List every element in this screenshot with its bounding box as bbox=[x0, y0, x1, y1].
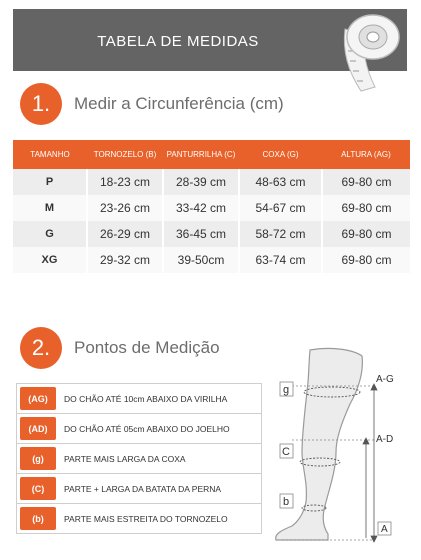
column-header: PANTURRILHA (C) bbox=[163, 140, 239, 169]
leg-measurement-diagram bbox=[262, 342, 412, 547]
column-header: ALTURA (AG) bbox=[322, 140, 410, 169]
header-banner bbox=[13, 9, 407, 71]
table-row bbox=[13, 221, 410, 247]
table-cell: 69-80 cm bbox=[322, 169, 410, 195]
point-description: DO CHÃO ATÉ 05cm ABAIXO DO JOELHO bbox=[64, 423, 230, 434]
list-item bbox=[16, 413, 262, 444]
table-header-row bbox=[13, 140, 410, 169]
table-cell: 33-42 cm bbox=[163, 195, 239, 221]
column-header: TAMANHO bbox=[13, 140, 87, 169]
table-row bbox=[13, 169, 410, 195]
table-cell: M bbox=[13, 195, 87, 221]
table-cell: 39-50cm bbox=[163, 247, 239, 273]
table-cell: 58-72 cm bbox=[239, 221, 322, 247]
point-code-badge: (AG) bbox=[20, 387, 56, 410]
point-code-badge: (g) bbox=[20, 447, 56, 470]
diagram-label-c: C bbox=[282, 446, 290, 458]
step-number-badge: 1. bbox=[20, 83, 62, 125]
table-cell: 63-74 cm bbox=[239, 247, 322, 273]
list-item bbox=[16, 383, 262, 414]
table-cell: 69-80 cm bbox=[322, 195, 410, 221]
point-code-badge: (b) bbox=[20, 507, 56, 530]
point-description: DO CHÃO ATÉ 10cm ABAIXO DA VIRILHA bbox=[64, 393, 228, 404]
table-cell: 69-80 cm bbox=[322, 221, 410, 247]
diagram-label-a: A bbox=[381, 524, 388, 535]
table-cell: 69-80 cm bbox=[322, 247, 410, 273]
point-description: PARTE MAIS LARGA DA COXA bbox=[64, 453, 186, 464]
diagram-label-g: g bbox=[283, 384, 290, 396]
point-description: PARTE MAIS ESTREITA DO TORNOZELO bbox=[64, 513, 228, 524]
table-cell: 36-45 cm bbox=[163, 221, 239, 247]
section-title: Pontos de Medição bbox=[74, 338, 220, 357]
column-header: TORNOZELO (B) bbox=[87, 140, 163, 169]
measuring-tape-icon bbox=[331, 11, 403, 93]
section-points-heading bbox=[20, 327, 220, 369]
table-cell: 48-63 cm bbox=[239, 169, 322, 195]
table-cell: G bbox=[13, 221, 87, 247]
diagram-label-ad: A-D bbox=[376, 434, 394, 445]
point-code-badge: (AD) bbox=[20, 417, 56, 440]
diagram-label-b: b bbox=[283, 496, 290, 508]
column-header: COXA (G) bbox=[239, 140, 322, 169]
diagram-label-ag: A-G bbox=[376, 374, 394, 385]
table-cell: P bbox=[13, 169, 87, 195]
measurement-points-list bbox=[16, 383, 262, 533]
section-circumference-heading bbox=[20, 83, 284, 125]
table-cell: 23-26 cm bbox=[87, 195, 163, 221]
table-row bbox=[13, 195, 410, 221]
point-description: PARTE + LARGA DA BATATA DA PERNA bbox=[64, 483, 222, 494]
section-title: Medir a Circunferência (cm) bbox=[74, 94, 284, 113]
list-item bbox=[16, 503, 262, 534]
point-code-badge: (C) bbox=[20, 477, 56, 500]
table-cell: 29-32 cm bbox=[87, 247, 163, 273]
table-row bbox=[13, 247, 410, 273]
size-table bbox=[13, 140, 410, 273]
table-cell: 26-29 cm bbox=[87, 221, 163, 247]
step-number-badge: 2. bbox=[20, 327, 62, 369]
table-cell: 28-39 cm bbox=[163, 169, 239, 195]
list-item bbox=[16, 473, 262, 504]
table-cell: 54-67 cm bbox=[239, 195, 322, 221]
page-title: TABELA DE MEDIDAS bbox=[97, 33, 259, 50]
list-item bbox=[16, 443, 262, 474]
table-cell: 18-23 cm bbox=[87, 169, 163, 195]
table-cell: XG bbox=[13, 247, 87, 273]
